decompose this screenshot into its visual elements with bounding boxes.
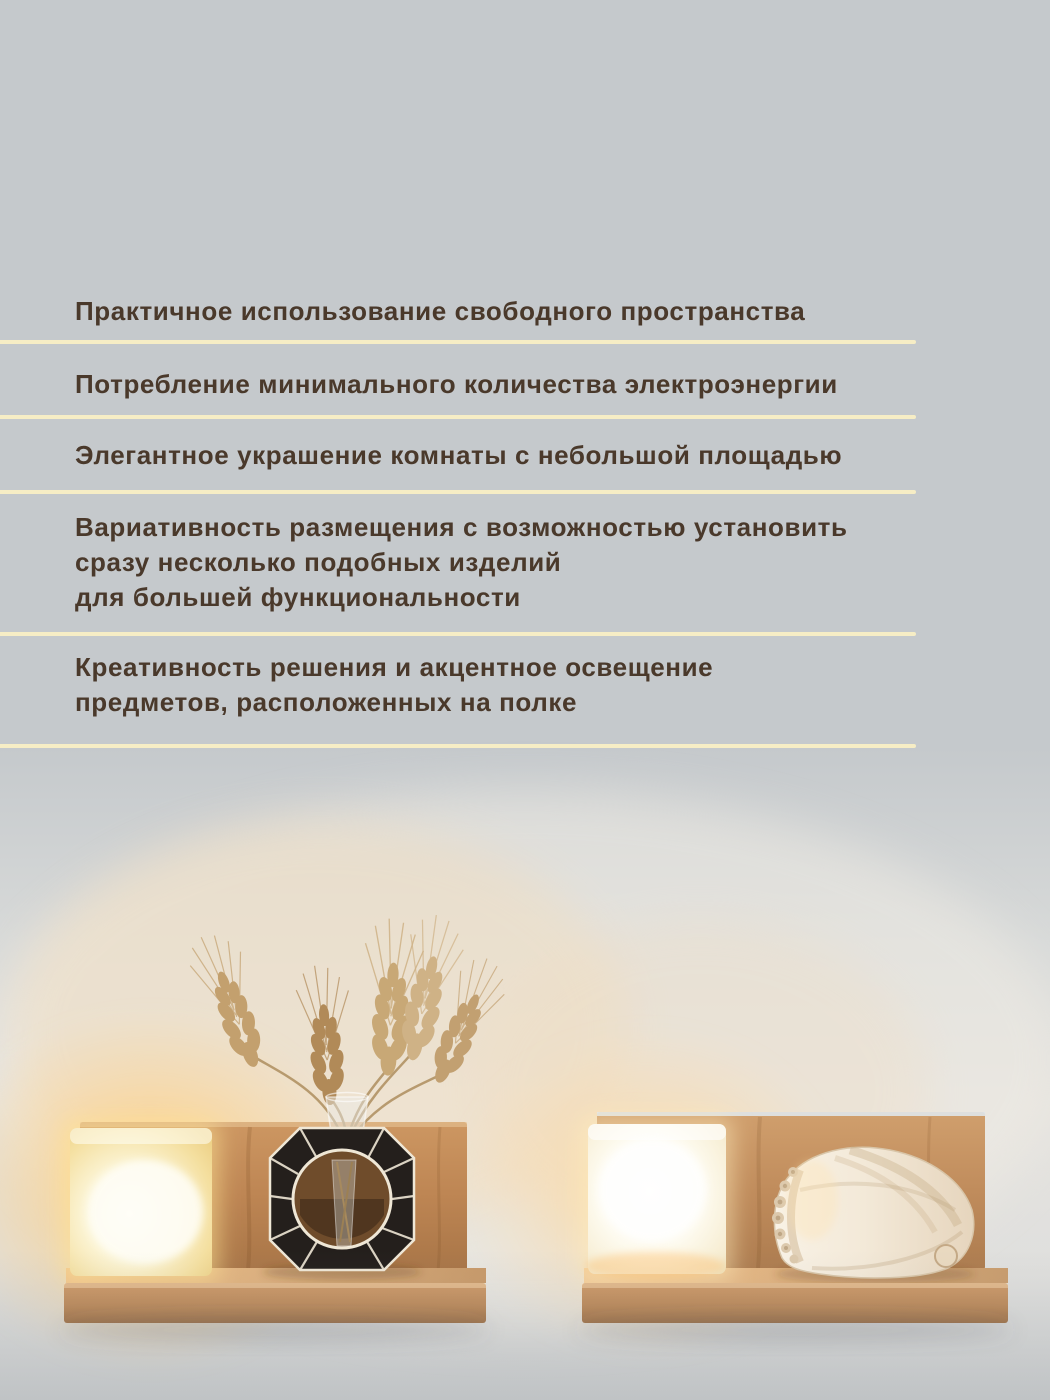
divider-line — [0, 490, 916, 494]
benefit-item — [75, 294, 975, 329]
benefit-line: для большей функциональности — [75, 582, 521, 612]
benefit-line: Креативность решения и акцентное освещение — [75, 652, 714, 682]
benefit-item — [75, 650, 975, 720]
benefit-line: Практичное использование свободного пространства — [75, 296, 806, 326]
photo-vignette — [0, 1250, 1050, 1400]
benefit-item — [75, 367, 975, 402]
divider-line — [0, 744, 916, 748]
benefit-item — [75, 438, 975, 473]
benefit-line: Потребление минимального количества электроэнергии — [75, 369, 838, 399]
benefit-line: предметов, расположенных на полке — [75, 687, 578, 717]
benefit-item — [75, 510, 975, 615]
divider-line — [0, 632, 916, 636]
divider-line — [0, 415, 916, 419]
benefit-line: Вариативность размещения с возможностью установить — [75, 512, 848, 542]
divider-line — [0, 340, 916, 344]
benefit-line: Элегантное украшение комнаты с небольшой площадью — [75, 440, 843, 470]
benefit-line: сразу несколько подобных изделий — [75, 547, 562, 577]
